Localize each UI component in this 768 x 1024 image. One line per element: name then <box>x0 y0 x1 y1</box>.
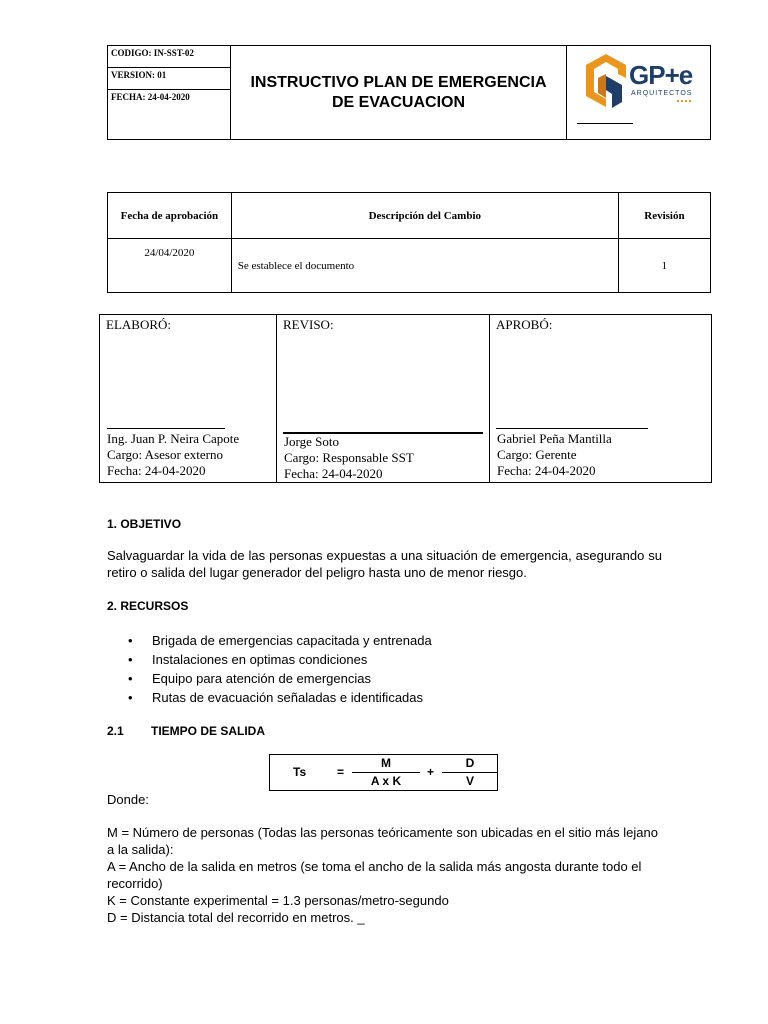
cell-revision: 1 <box>618 239 710 293</box>
recursos-list <box>128 631 648 707</box>
signature-elaboro <box>100 315 277 482</box>
tiempo-number: 2.1 <box>107 724 124 738</box>
cell-fecha: 24/04/2020 <box>108 239 232 293</box>
header-revision: Revisión <box>618 193 710 239</box>
signature-aprobo <box>490 315 711 482</box>
signature-line <box>107 428 225 429</box>
company-logo <box>567 46 710 139</box>
logo-text: GP+e <box>629 60 693 90</box>
document-meta <box>108 46 231 139</box>
doc-version: VERSION: 01 <box>108 68 230 90</box>
signature-reviso <box>277 315 490 482</box>
donde-label: Donde: <box>107 792 149 807</box>
formula-lhs: Ts <box>293 765 307 779</box>
formula-equals: = <box>337 765 345 779</box>
signature-info <box>107 431 239 479</box>
bullet-icon: • <box>128 671 133 686</box>
formula-plus: + <box>427 765 435 779</box>
signature-info <box>284 434 414 482</box>
formula-num1: M <box>381 756 391 770</box>
formula-den2: V <box>465 774 474 788</box>
document-header <box>107 45 711 140</box>
signer-fecha: Fecha: 24-04-2020 <box>497 463 596 478</box>
objetivo-heading: 1. OBJETIVO <box>107 517 182 531</box>
signer-fecha: Fecha: 24-04-2020 <box>107 463 206 478</box>
signer-name: Jorge Soto <box>284 434 340 449</box>
table-header-row <box>108 193 711 239</box>
definitions-list <box>107 824 667 926</box>
doc-code: CODIGO: IN-SST-02 <box>108 46 230 68</box>
logo-dots <box>677 100 691 105</box>
list-item: • Brigada de emergencias capacitada y entrenada <box>128 633 432 648</box>
signer-fecha: Fecha: 24-04-2020 <box>284 466 383 481</box>
change-history-table <box>107 192 711 293</box>
header-descripcion: Descripción del Cambio <box>231 193 618 239</box>
recursos-heading: 2. RECURSOS <box>107 599 189 613</box>
signature-label: REVISO: <box>283 317 334 332</box>
logo-underline <box>577 123 633 124</box>
fraction-bar-2 <box>442 772 498 773</box>
signer-name: Gabriel Peña Mantilla <box>497 431 612 446</box>
fraction-bar-1 <box>352 772 420 773</box>
header-fecha: Fecha de aprobación <box>108 193 232 239</box>
logo-mark-icon <box>582 52 630 114</box>
document-title <box>231 46 567 139</box>
table-row <box>108 239 711 293</box>
definition-item: A = Ancho de la salida en metros (se toma el ancho de la salida más angosta durante todo el recorrido) <box>107 859 642 891</box>
logo-subtitle: ARQUITECTOS <box>631 90 693 97</box>
objetivo-text: Salvaguardar la vida de las personas expuestas a una situación de emergencia, asegurando su retiro o salida del lugar generador del peligro hasta uno de menor riesgo. <box>107 548 662 580</box>
list-item: • Instalaciones en optimas condiciones <box>128 652 368 667</box>
bullet-icon: • <box>128 633 133 648</box>
formula-num2: D <box>465 756 475 770</box>
signature-label: ELABORÓ: <box>106 317 171 332</box>
definition-item: D = Distancia total del recorrido en metros. _ <box>107 910 365 925</box>
title-line-1: INSTRUCTIVO PLAN DE EMERGENCIA <box>250 73 547 91</box>
list-item: • Rutas de evacuación señaladas e identificadas <box>128 690 424 705</box>
signature-line <box>496 428 648 429</box>
signer-name: Ing. Juan P. Neira Capote <box>107 431 240 446</box>
signature-label: APROBÓ: <box>496 317 553 332</box>
signer-cargo: Cargo: Asesor externo <box>107 447 224 462</box>
tiempo-heading: TIEMPO DE SALIDA <box>151 724 266 738</box>
signature-table <box>99 314 712 483</box>
signer-cargo: Cargo: Gerente <box>497 447 577 462</box>
formula-den1: A x K <box>370 774 402 788</box>
doc-date: FECHA: 24-04-2020 <box>111 92 190 102</box>
signature-info <box>497 431 612 479</box>
formula-box <box>269 754 498 791</box>
bullet-icon: • <box>128 690 133 705</box>
cell-descripcion: Se establece el documento <box>231 239 618 293</box>
list-item: • Equipo para atención de emergencias <box>128 671 371 686</box>
definition-item: M = Número de personas (Todas las personas teóricamente son ubicadas en el sitio más lejano a la salida): <box>107 825 658 857</box>
definition-item: K = Constante experimental = 1.3 personas/metro-segundo <box>107 893 449 908</box>
bullet-icon: • <box>128 652 133 667</box>
signer-cargo: Cargo: Responsable SST <box>284 450 414 465</box>
title-line-2: DE EVACUACION <box>331 93 466 111</box>
